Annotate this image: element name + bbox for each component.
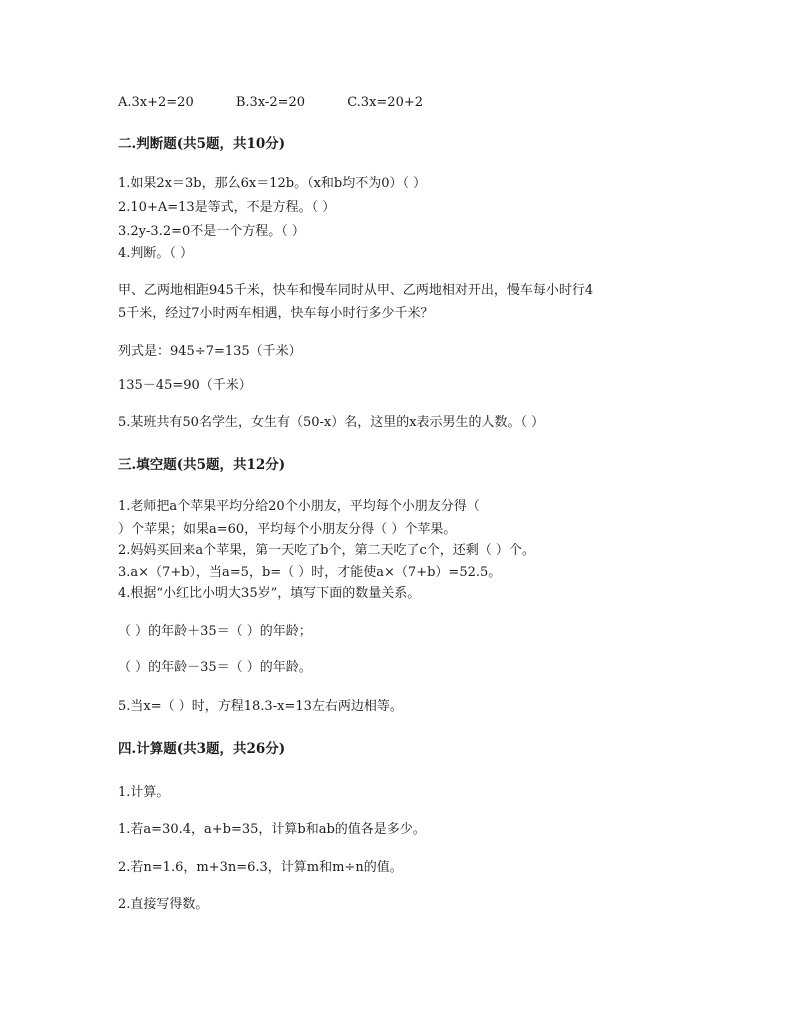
question-text: 5.当x=（ ）时，方程18.3-x=13左右两边相等。 [118,699,403,714]
question-text: 2.10+A=13是等式，不是方程。（ ） [118,200,336,215]
section-heading-judgement: 二.判断题(共5题，共10分) [118,136,286,152]
question-text: 5.某班共有50名学生，女生有（50-x）名，这里的x表示男生的人数。（ ） [118,415,545,430]
problem-text-line: 5千米，经过7小时两车相遇，快车每小时行多少千米？ [118,306,434,321]
question-text: 1.老师把a个苹果平均分给20个小朋友，平均每个小朋友分得（ [118,499,480,514]
fill-blank-line: （ ）的年龄＋35＝（ ）的年龄； [118,624,312,639]
section-heading-fill-blank: 三.填空题(共5题，共12分) [118,457,286,473]
question-text: 1.如果2x＝3b，那么6x＝12b。（x和b均不为0）（ ） [118,176,427,191]
question-text: 1.计算。 [118,785,170,800]
question-text: 4.判断。（ ） [118,246,194,261]
fill-blank-line: （ ）的年龄－35＝（ ）的年龄。 [118,660,312,675]
section-heading-calculation: 四.计算题(共3题，共26分) [118,741,286,757]
calculation-line: 列式是：945÷7=135（千米） [118,344,302,359]
question-text: 3.a×（7+b），当a=5，b=（ ）时，才能使a×（7+b）=52.5。 [118,565,502,580]
question-text: 2.若n=1.6，m+3n=6.3，计算m和m÷n的值。 [118,860,403,875]
option-a: A.3x+2=20 [118,95,194,110]
question-text: 2.妈妈买回来a个苹果，第一天吃了b个，第二天吃了c个，还剩（ ）个。 [118,543,535,558]
option-b: B.3x-2=20 [235,95,306,110]
calculation-line: 135－45=90（千米） [118,378,252,393]
question-text: ）个苹果；如果a=60，平均每个小朋友分得（ ）个苹果。 [118,522,457,537]
question-text: 3.2y-3.2=0不是一个方程。（ ） [118,224,305,239]
question-text: 1.若a=30.4，a+b=35，计算b和ab的值各是多少。 [118,822,426,837]
problem-text-line: 甲、乙两地相距945千米，快车和慢车同时从甲、乙两地相对开出，慢车每小时行4 [118,283,594,298]
answer-options-row [118,95,423,111]
question-text: 4.根据“小红比小明大35岁”，填写下面的数量关系。 [118,586,421,601]
option-c: C.3x=20+2 [347,95,424,110]
question-text: 2.直接写得数。 [118,897,209,912]
